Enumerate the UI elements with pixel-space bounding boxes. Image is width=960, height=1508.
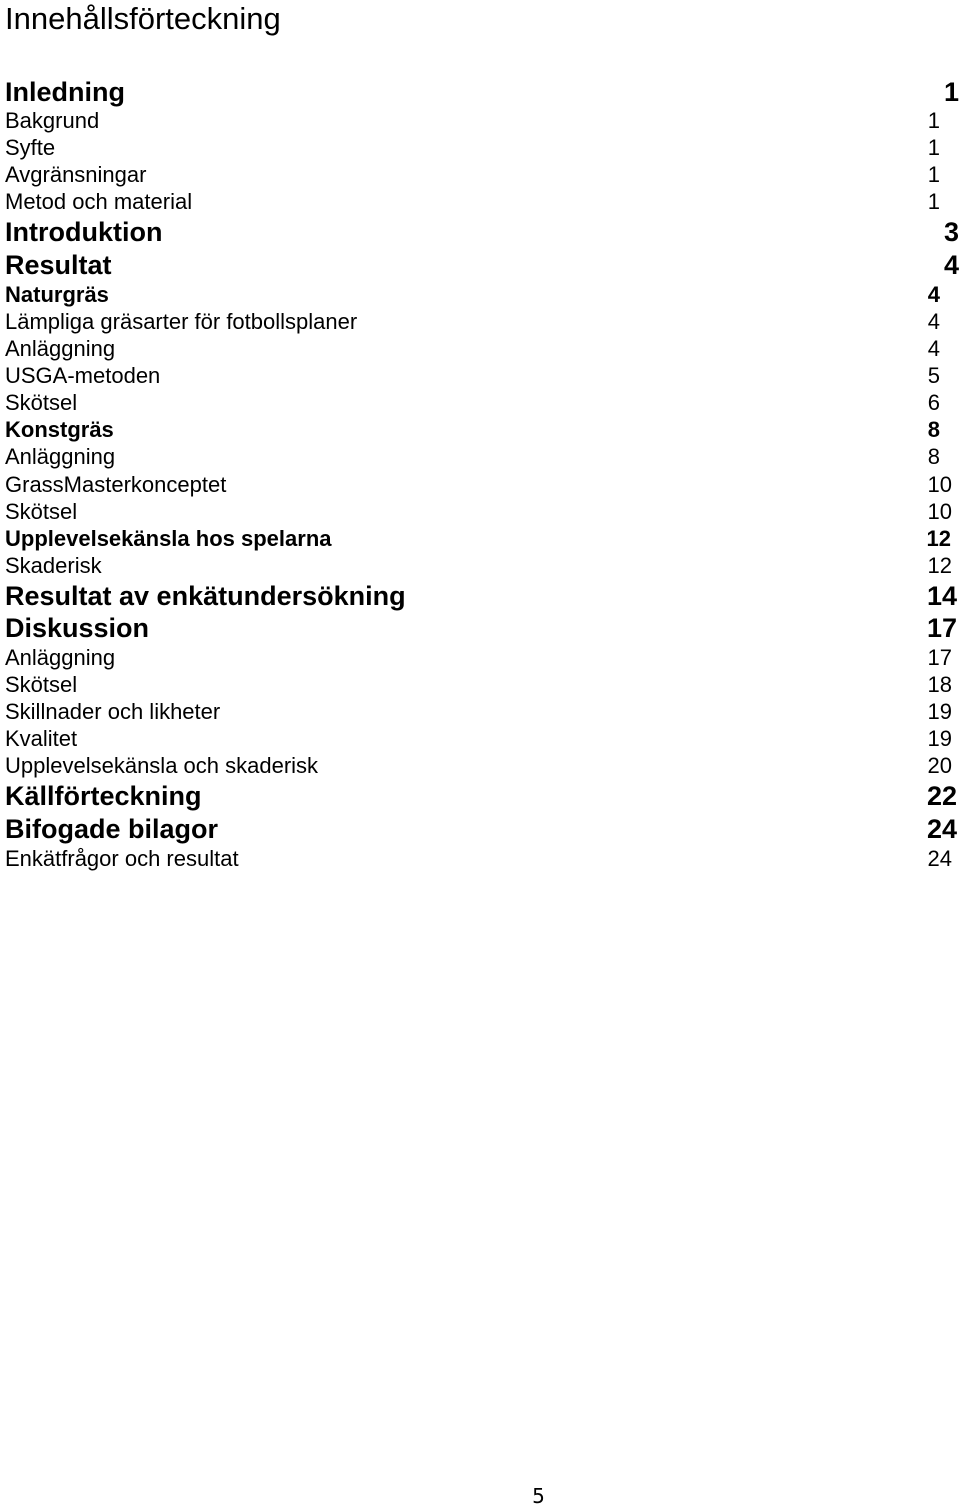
toc-entry-grassmasterkonceptet[interactable] bbox=[5, 472, 952, 498]
toc-entry-page: 1 bbox=[927, 189, 940, 214]
toc-entry-page: 24 bbox=[926, 814, 957, 844]
toc-entry-label: Anläggning bbox=[5, 336, 116, 361]
toc-entry-label: Bifogade bilagor bbox=[5, 814, 219, 844]
toc-entry-label: Kvalitet bbox=[5, 726, 78, 751]
toc-entry-label: Skaderisk bbox=[5, 553, 102, 578]
toc-entry-introduktion[interactable] bbox=[5, 217, 959, 248]
toc-entry-resultat[interactable] bbox=[5, 250, 959, 281]
toc-entry-page: 1 bbox=[927, 108, 940, 133]
toc-entry-page: 6 bbox=[927, 390, 940, 415]
toc-entry-page: 20 bbox=[927, 753, 952, 778]
toc-entry-page: 1 bbox=[927, 135, 940, 160]
toc-entry-label: Konstgräs bbox=[5, 417, 114, 442]
toc-entry-page: 8 bbox=[927, 444, 940, 469]
toc-entry-label: Metod och material bbox=[5, 189, 193, 214]
toc-entry-page: 17 bbox=[926, 613, 957, 643]
toc-entry-skillnader-och-likheter[interactable] bbox=[5, 699, 952, 725]
toc-entry-label: Källförteckning bbox=[5, 781, 202, 811]
toc-entry-page: 4 bbox=[943, 250, 959, 280]
page-number: 5 bbox=[532, 1484, 545, 1508]
toc-entry-page: 5 bbox=[927, 363, 940, 388]
toc-entry-label: Upplevelsekänsla och skaderisk bbox=[5, 753, 319, 778]
toc-entry-page: 19 bbox=[927, 699, 952, 724]
toc-entry-kvalitet[interactable] bbox=[5, 726, 952, 752]
toc-entry-kallforteckning[interactable] bbox=[5, 781, 957, 812]
toc-entry-page: 1 bbox=[943, 77, 959, 107]
toc-entry-page: 22 bbox=[926, 781, 957, 811]
toc-entry-label: Enkätfrågor och resultat bbox=[5, 846, 239, 871]
toc-entry-label: Introduktion bbox=[5, 217, 163, 247]
toc-entry-enkatfragor-och-resultat[interactable] bbox=[5, 846, 952, 872]
toc-entry-label: Bakgrund bbox=[5, 108, 100, 133]
toc-entry-bakgrund[interactable] bbox=[5, 108, 940, 134]
toc-entry-label: Resultat av enkätundersökning bbox=[5, 581, 406, 611]
toc-entry-label: GrassMasterkonceptet bbox=[5, 472, 227, 497]
toc-entry-page: 4 bbox=[927, 282, 940, 307]
toc-entry-page: 18 bbox=[927, 672, 952, 697]
toc-entry-label: Upplevelsekänsla hos spelarna bbox=[5, 526, 332, 551]
toc-entry-bifogade-bilagor[interactable] bbox=[5, 814, 957, 845]
toc-entry-page: 4 bbox=[927, 309, 940, 334]
toc-entry-skotsel[interactable] bbox=[5, 390, 940, 416]
toc-entry-label: Avgränsningar bbox=[5, 162, 147, 187]
toc-entry-label: Skötsel bbox=[5, 390, 78, 415]
toc-entry-upplevelsekansla-och-skaderisk[interactable] bbox=[5, 753, 952, 779]
toc-entry-label: Syfte bbox=[5, 135, 56, 160]
toc-entry-label: Resultat bbox=[5, 250, 112, 280]
toc-entry-label: Naturgräs bbox=[5, 282, 109, 307]
toc-entry-konstgras[interactable] bbox=[5, 417, 940, 443]
toc-entry-page: 4 bbox=[927, 336, 940, 361]
toc-entry-page: 12 bbox=[927, 553, 952, 578]
toc-entry-usga-metoden[interactable] bbox=[5, 363, 940, 389]
toc-entry-label: Lämpliga gräsarter för fotbollsplaner bbox=[5, 309, 358, 334]
toc-entry-page: 19 bbox=[927, 726, 952, 751]
toc-entry-label: Diskussion bbox=[5, 613, 150, 643]
toc-entry-page: 10 bbox=[927, 499, 952, 524]
toc-entry-label: Skillnader och likheter bbox=[5, 699, 221, 724]
toc-entry-label: Anläggning bbox=[5, 444, 116, 469]
toc-entry-anlaggning[interactable] bbox=[5, 336, 940, 362]
toc-entry-syfte[interactable] bbox=[5, 135, 940, 161]
toc-entry-label: USGA-metoden bbox=[5, 363, 161, 388]
toc-entry-page: 12 bbox=[926, 526, 951, 551]
toc-entry-label: Skötsel bbox=[5, 499, 78, 524]
toc-entry-upplevelsekansla[interactable] bbox=[5, 526, 951, 552]
toc-entry-skotsel[interactable] bbox=[5, 672, 952, 698]
toc-entry-anlaggning[interactable] bbox=[5, 444, 940, 470]
toc-entry-skaderisk[interactable] bbox=[5, 553, 952, 579]
toc-entry-naturgras[interactable] bbox=[5, 282, 940, 308]
toc-entry-page: 8 bbox=[927, 417, 940, 442]
toc-entry-page: 1 bbox=[927, 162, 940, 187]
toc-entry-avgransningar[interactable] bbox=[5, 162, 940, 188]
toc-entry-page: 10 bbox=[927, 472, 952, 497]
toc-entry-resultat-av-enkatundersokning[interactable] bbox=[5, 581, 957, 612]
toc-entry-page: 3 bbox=[943, 217, 959, 247]
toc-entry-skotsel[interactable] bbox=[5, 499, 952, 525]
toc-entry-page: 17 bbox=[927, 645, 952, 670]
toc-entry-inledning[interactable] bbox=[5, 77, 959, 108]
toc-entry-anlaggning[interactable] bbox=[5, 645, 952, 671]
toc-entry-page: 14 bbox=[926, 581, 957, 611]
toc-entry-diskussion[interactable] bbox=[5, 613, 957, 644]
toc-entry-label: Inledning bbox=[5, 77, 125, 107]
page-title: Innehållsförteckning bbox=[5, 1, 281, 36]
toc-entry-metod-och-material[interactable] bbox=[5, 189, 940, 215]
toc-entry-lampliga-grasarter[interactable] bbox=[5, 309, 940, 335]
toc-entry-label: Skötsel bbox=[5, 672, 78, 697]
toc-entry-label: Anläggning bbox=[5, 645, 116, 670]
toc-entry-page: 24 bbox=[927, 846, 952, 871]
